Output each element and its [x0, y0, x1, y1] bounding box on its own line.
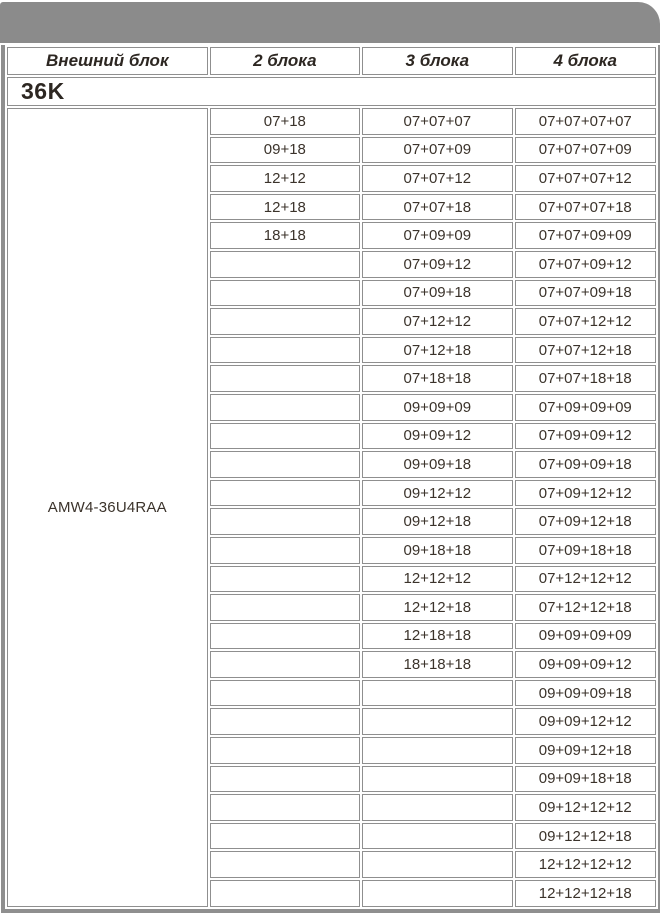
header-bar — [0, 2, 660, 43]
cell-4-blocks: 07+09+12+12 — [515, 480, 656, 507]
cell-3-blocks — [362, 794, 512, 821]
cell-4-blocks: 09+09+09+09 — [515, 623, 656, 650]
capacity-group-label: 36K — [7, 77, 656, 106]
cell-4-blocks: 07+09+18+18 — [515, 537, 656, 564]
cell-3-blocks: 12+12+12 — [362, 566, 512, 593]
cell-4-blocks: 09+09+12+18 — [515, 737, 656, 764]
cell-3-blocks: 07+09+18 — [362, 280, 512, 307]
cell-3-blocks: 07+07+18 — [362, 194, 512, 221]
cell-4-blocks: 12+12+12+18 — [515, 880, 656, 907]
cell-4-blocks: 07+07+18+18 — [515, 365, 656, 392]
table-frame — [1, 45, 660, 913]
cell-3-blocks: 07+07+12 — [362, 165, 512, 192]
cell-4-blocks: 07+07+07+09 — [515, 137, 656, 164]
table-row — [7, 108, 656, 135]
cell-2-blocks: 12+12 — [210, 165, 360, 192]
cell-2-blocks — [210, 480, 360, 507]
cell-4-blocks: 07+07+07+18 — [515, 194, 656, 221]
capacity-group-row — [7, 77, 656, 106]
cell-3-blocks: 07+12+18 — [362, 337, 512, 364]
cell-4-blocks: 09+12+12+12 — [515, 794, 656, 821]
cell-2-blocks — [210, 394, 360, 421]
cell-2-blocks — [210, 651, 360, 678]
cell-4-blocks: 07+07+12+18 — [515, 337, 656, 364]
cell-2-blocks — [210, 337, 360, 364]
outdoor-unit-model: AMW4-36U4RAA — [7, 108, 208, 907]
cell-3-blocks — [362, 737, 512, 764]
cell-4-blocks: 07+12+12+18 — [515, 594, 656, 621]
cell-4-blocks: 07+09+12+18 — [515, 508, 656, 535]
cell-2-blocks — [210, 508, 360, 535]
cell-2-blocks — [210, 794, 360, 821]
cell-2-blocks: 12+18 — [210, 194, 360, 221]
cell-2-blocks — [210, 365, 360, 392]
col-header-3-blocks: 3 блока — [362, 47, 512, 75]
cell-3-blocks: 18+18+18 — [362, 651, 512, 678]
col-header-2-blocks: 2 блока — [210, 47, 360, 75]
cell-4-blocks: 09+09+18+18 — [515, 766, 656, 793]
cell-3-blocks — [362, 880, 512, 907]
cell-2-blocks — [210, 594, 360, 621]
cell-4-blocks: 09+09+09+18 — [515, 680, 656, 707]
cell-3-blocks: 12+12+18 — [362, 594, 512, 621]
cell-2-blocks — [210, 708, 360, 735]
cell-2-blocks — [210, 537, 360, 564]
cell-3-blocks: 07+18+18 — [362, 365, 512, 392]
cell-4-blocks: 07+09+09+09 — [515, 394, 656, 421]
cell-2-blocks: 18+18 — [210, 222, 360, 249]
cell-2-blocks — [210, 680, 360, 707]
cell-2-blocks: 09+18 — [210, 137, 360, 164]
cell-4-blocks: 07+07+07+07 — [515, 108, 656, 135]
cell-4-blocks: 07+07+12+12 — [515, 308, 656, 335]
cell-4-blocks: 07+09+09+18 — [515, 451, 656, 478]
cell-3-blocks: 07+09+09 — [362, 222, 512, 249]
col-header-outdoor-unit: Внешний блок — [7, 47, 208, 75]
cell-3-blocks — [362, 680, 512, 707]
table-header-row — [7, 47, 656, 75]
cell-4-blocks: 07+12+12+12 — [515, 566, 656, 593]
cell-3-blocks: 09+12+18 — [362, 508, 512, 535]
cell-3-blocks: 12+18+18 — [362, 623, 512, 650]
cell-2-blocks — [210, 451, 360, 478]
cell-4-blocks: 09+12+12+18 — [515, 823, 656, 850]
cell-2-blocks — [210, 737, 360, 764]
cell-3-blocks: 07+12+12 — [362, 308, 512, 335]
cell-4-blocks: 07+07+07+12 — [515, 165, 656, 192]
cell-2-blocks — [210, 566, 360, 593]
cell-4-blocks: 09+09+09+12 — [515, 651, 656, 678]
cell-4-blocks: 07+07+09+09 — [515, 222, 656, 249]
cell-3-blocks — [362, 851, 512, 878]
cell-2-blocks — [210, 423, 360, 450]
cell-2-blocks — [210, 880, 360, 907]
combinations-table — [5, 45, 658, 909]
cell-2-blocks — [210, 823, 360, 850]
cell-3-blocks: 09+18+18 — [362, 537, 512, 564]
cell-2-blocks — [210, 308, 360, 335]
cell-2-blocks — [210, 251, 360, 278]
cell-3-blocks: 07+07+07 — [362, 108, 512, 135]
cell-2-blocks — [210, 851, 360, 878]
cell-3-blocks — [362, 708, 512, 735]
cell-3-blocks: 09+12+12 — [362, 480, 512, 507]
cell-3-blocks — [362, 766, 512, 793]
cell-4-blocks: 12+12+12+12 — [515, 851, 656, 878]
cell-3-blocks: 09+09+09 — [362, 394, 512, 421]
cell-3-blocks: 07+09+12 — [362, 251, 512, 278]
cell-4-blocks: 07+07+09+12 — [515, 251, 656, 278]
cell-3-blocks: 09+09+18 — [362, 451, 512, 478]
cell-2-blocks — [210, 766, 360, 793]
cell-2-blocks: 07+18 — [210, 108, 360, 135]
cell-4-blocks: 07+09+09+12 — [515, 423, 656, 450]
cell-3-blocks: 07+07+09 — [362, 137, 512, 164]
cell-4-blocks: 07+07+09+18 — [515, 280, 656, 307]
cell-2-blocks — [210, 623, 360, 650]
cell-4-blocks: 09+09+12+12 — [515, 708, 656, 735]
cell-3-blocks: 09+09+12 — [362, 423, 512, 450]
cell-2-blocks — [210, 280, 360, 307]
col-header-4-blocks: 4 блока — [515, 47, 656, 75]
cell-3-blocks — [362, 823, 512, 850]
